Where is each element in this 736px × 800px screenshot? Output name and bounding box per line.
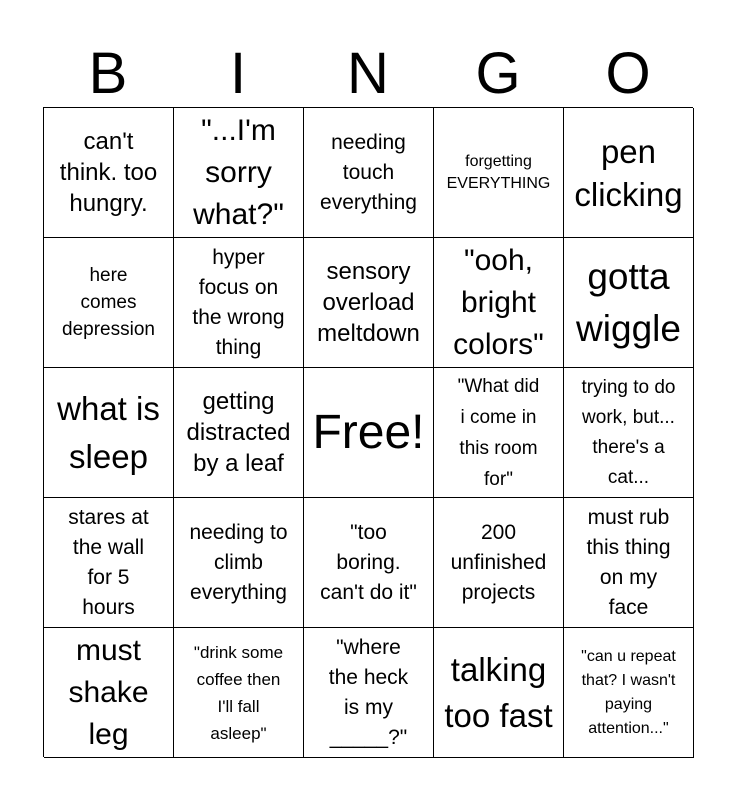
bingo-cell[interactable]	[304, 498, 434, 628]
header-letter-i: I	[229, 41, 247, 106]
cell-text: "can u repeat that? I wasn't paying attention..."	[581, 647, 676, 737]
cell-text: getting distracted by a leaf	[186, 388, 291, 477]
bingo-cell[interactable]	[174, 238, 304, 368]
bingo-cell[interactable]	[434, 108, 564, 238]
cell-text: trying to do work, but... there's a cat...	[581, 376, 676, 488]
cell-text: sensory overload meltdown	[317, 258, 420, 347]
bingo-cell[interactable]	[564, 498, 694, 628]
cell-text: "ooh, bright colors"	[453, 243, 544, 361]
header-letter-b: B	[88, 41, 128, 106]
cell-text: here comes depression	[62, 265, 155, 340]
bingo-cell[interactable]	[434, 368, 564, 498]
bingo-cell[interactable]	[44, 238, 174, 368]
cell-text: "too boring. can't do it"	[320, 520, 417, 604]
bingo-cell[interactable]	[564, 238, 694, 368]
cell-text: must shake leg	[68, 633, 149, 751]
bingo-cell[interactable]	[564, 628, 694, 758]
cell-text: "drink some coffee then I'll fall asleep"	[193, 642, 284, 743]
bingo-cell[interactable]	[434, 628, 564, 758]
bingo-cell[interactable]	[174, 368, 304, 498]
header-letter-g: G	[475, 41, 521, 106]
bingo-cell[interactable]	[44, 498, 174, 628]
bingo-cell[interactable]	[44, 368, 174, 498]
bingo-cell free-space[interactable]	[304, 368, 434, 498]
bingo-cell[interactable]	[304, 238, 434, 368]
cell-text: can't think. too hungry.	[59, 128, 158, 217]
cell-text: hyper focus on the wrong thing	[192, 245, 285, 359]
bingo-cell[interactable]	[564, 108, 694, 238]
bingo-header	[43, 40, 693, 108]
bingo-cell[interactable]	[434, 238, 564, 368]
bingo-cell[interactable]	[174, 628, 304, 758]
cell-text: gotta wiggle	[576, 255, 681, 349]
cell-text: stares at the wall for 5 hours	[68, 505, 149, 619]
bingo-cell[interactable]	[174, 108, 304, 238]
cell-text: forgetting EVERYTHING	[446, 152, 551, 192]
free-space-label: Free!	[312, 405, 425, 459]
header-letter-o: O	[605, 41, 651, 106]
cell-text: must rub this thing on my face	[586, 505, 671, 619]
header-letter-n: N	[347, 41, 389, 106]
bingo-cell[interactable]	[434, 498, 564, 628]
bingo-cell[interactable]	[304, 108, 434, 238]
bingo-cell[interactable]	[304, 628, 434, 758]
cell-text: what is sleep	[57, 389, 160, 475]
cell-text: needing to climb everything	[189, 520, 288, 604]
cell-text: talking too fast	[444, 650, 553, 734]
bingo-cell[interactable]	[174, 498, 304, 628]
cell-text: needing touch everything	[320, 130, 417, 214]
bingo-cell[interactable]	[564, 368, 694, 498]
cell-text: "...I'm sorry what?"	[193, 113, 284, 231]
cell-text: "What did i come in this room for"	[457, 375, 540, 490]
cell-text: pen clicking	[574, 132, 683, 213]
cell-text: "where the heck is my _____?"	[328, 635, 409, 749]
cell-text: 200 unfinished projects	[450, 520, 547, 604]
bingo-cell[interactable]	[44, 108, 174, 238]
bingo-cell[interactable]	[44, 628, 174, 758]
bingo-board	[43, 107, 693, 757]
